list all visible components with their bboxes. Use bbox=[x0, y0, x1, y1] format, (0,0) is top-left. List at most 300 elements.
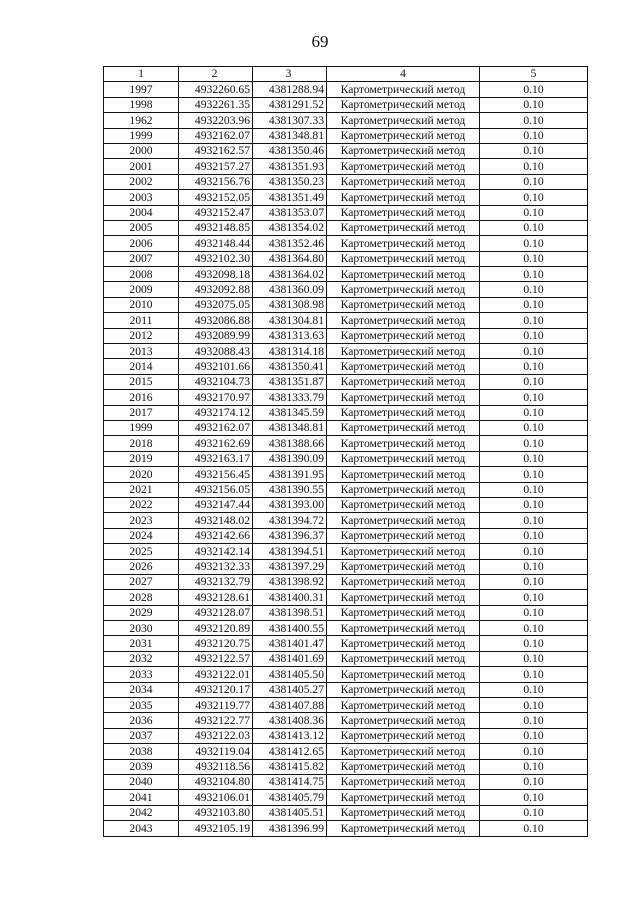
y-coordinate-cell: 4381364.02 bbox=[253, 267, 327, 282]
page-number: 69 bbox=[311, 32, 329, 51]
x-coordinate-cell: 4932163.17 bbox=[179, 451, 253, 466]
point-number-cell: 2030 bbox=[104, 621, 179, 636]
y-coordinate-cell: 4381397.29 bbox=[253, 559, 327, 574]
x-coordinate-cell: 4932148.02 bbox=[179, 513, 253, 528]
y-coordinate-cell: 4381391.95 bbox=[253, 467, 327, 482]
point-number-cell: 2020 bbox=[104, 467, 179, 482]
y-coordinate-cell: 4381400.31 bbox=[253, 590, 327, 605]
table-row bbox=[104, 821, 588, 836]
accuracy-cell: 0.10 bbox=[480, 143, 588, 158]
accuracy-cell: 0.10 bbox=[480, 344, 588, 359]
y-coordinate-cell: 4381415.82 bbox=[253, 759, 327, 774]
point-number-cell: 1998 bbox=[104, 97, 179, 112]
table-row bbox=[104, 651, 588, 666]
point-number-cell: 2006 bbox=[104, 236, 179, 251]
table-row bbox=[104, 313, 588, 328]
method-cell: Картометрический метод bbox=[327, 713, 480, 728]
accuracy-cell: 0.10 bbox=[480, 774, 588, 789]
table-row bbox=[104, 82, 588, 97]
y-coordinate-cell: 4381390.09 bbox=[253, 451, 327, 466]
y-coordinate-cell: 4381405.51 bbox=[253, 805, 327, 820]
y-coordinate-cell: 4381393.00 bbox=[253, 497, 327, 512]
accuracy-cell: 0.10 bbox=[480, 82, 588, 97]
accuracy-cell: 0.10 bbox=[480, 313, 588, 328]
y-coordinate-cell: 4381405.50 bbox=[253, 667, 327, 682]
method-cell: Картометрический метод bbox=[327, 651, 480, 666]
x-coordinate-cell: 4932142.14 bbox=[179, 544, 253, 559]
y-coordinate-cell: 4381352.46 bbox=[253, 236, 327, 251]
x-coordinate-cell: 4932156.76 bbox=[179, 174, 253, 189]
x-coordinate-cell: 4932132.79 bbox=[179, 574, 253, 589]
x-coordinate-cell: 4932128.07 bbox=[179, 605, 253, 620]
accuracy-cell: 0.10 bbox=[480, 651, 588, 666]
x-coordinate-cell: 4932157.27 bbox=[179, 159, 253, 174]
table-row bbox=[104, 344, 588, 359]
y-coordinate-cell: 4381351.87 bbox=[253, 374, 327, 389]
y-coordinate-cell: 4381396.37 bbox=[253, 528, 327, 543]
accuracy-cell: 0.10 bbox=[480, 713, 588, 728]
y-coordinate-cell: 4381288.94 bbox=[253, 82, 327, 97]
x-coordinate-cell: 4932103.80 bbox=[179, 805, 253, 820]
accuracy-cell: 0.10 bbox=[480, 744, 588, 759]
y-coordinate-cell: 4381304.81 bbox=[253, 313, 327, 328]
method-cell: Картометрический метод bbox=[327, 698, 480, 713]
method-cell: Картометрический метод bbox=[327, 528, 480, 543]
accuracy-cell: 0.10 bbox=[480, 251, 588, 266]
method-cell: Картометрический метод bbox=[327, 374, 480, 389]
accuracy-cell: 0.10 bbox=[480, 790, 588, 805]
y-coordinate-cell: 4381350.41 bbox=[253, 359, 327, 374]
method-cell: Картометрический метод bbox=[327, 759, 480, 774]
table-row bbox=[104, 220, 588, 235]
column-header-5: 5 bbox=[480, 67, 588, 82]
x-coordinate-cell: 4932147.44 bbox=[179, 497, 253, 512]
method-cell: Картометрический метод bbox=[327, 636, 480, 651]
y-coordinate-cell: 4381351.93 bbox=[253, 159, 327, 174]
method-cell: Картометрический метод bbox=[327, 113, 480, 128]
point-number-cell: 2007 bbox=[104, 251, 179, 266]
point-number-cell: 1962 bbox=[104, 113, 179, 128]
x-coordinate-cell: 4932156.05 bbox=[179, 482, 253, 497]
method-cell: Картометрический метод bbox=[327, 559, 480, 574]
point-number-cell: 2033 bbox=[104, 667, 179, 682]
method-cell: Картометрический метод bbox=[327, 728, 480, 743]
point-number-cell: 2018 bbox=[104, 436, 179, 451]
table-row bbox=[104, 744, 588, 759]
column-header-3: 3 bbox=[253, 67, 327, 82]
method-cell: Картометрический метод bbox=[327, 405, 480, 420]
method-cell: Картометрический метод bbox=[327, 297, 480, 312]
x-coordinate-cell: 4932152.05 bbox=[179, 190, 253, 205]
table-row bbox=[104, 328, 588, 343]
y-coordinate-cell: 4381314.18 bbox=[253, 344, 327, 359]
accuracy-cell: 0.10 bbox=[480, 190, 588, 205]
method-cell: Картометрический метод bbox=[327, 190, 480, 205]
accuracy-cell: 0.10 bbox=[480, 359, 588, 374]
table-row bbox=[104, 805, 588, 820]
point-number-cell: 2043 bbox=[104, 821, 179, 836]
accuracy-cell: 0.10 bbox=[480, 513, 588, 528]
table-row bbox=[104, 113, 588, 128]
x-coordinate-cell: 4932119.77 bbox=[179, 698, 253, 713]
method-cell: Картометрический метод bbox=[327, 682, 480, 697]
table-body bbox=[104, 82, 588, 836]
table-row bbox=[104, 528, 588, 543]
table-header bbox=[104, 67, 588, 82]
table-row bbox=[104, 467, 588, 482]
method-cell: Картометрический метод bbox=[327, 605, 480, 620]
y-coordinate-cell: 4381353.07 bbox=[253, 205, 327, 220]
x-coordinate-cell: 4932148.85 bbox=[179, 220, 253, 235]
y-coordinate-cell: 4381307.33 bbox=[253, 113, 327, 128]
accuracy-cell: 0.10 bbox=[480, 282, 588, 297]
method-cell: Картометрический метод bbox=[327, 821, 480, 836]
method-cell: Картометрический метод bbox=[327, 267, 480, 282]
x-coordinate-cell: 4932162.69 bbox=[179, 436, 253, 451]
method-cell: Картометрический метод bbox=[327, 159, 480, 174]
accuracy-cell: 0.10 bbox=[480, 297, 588, 312]
y-coordinate-cell: 4381401.47 bbox=[253, 636, 327, 651]
x-coordinate-cell: 4932122.77 bbox=[179, 713, 253, 728]
table-row bbox=[104, 482, 588, 497]
accuracy-cell: 0.10 bbox=[480, 728, 588, 743]
y-coordinate-cell: 4381407.88 bbox=[253, 698, 327, 713]
x-coordinate-cell: 4932122.01 bbox=[179, 667, 253, 682]
method-cell: Картометрический метод bbox=[327, 436, 480, 451]
table-row bbox=[104, 251, 588, 266]
point-number-cell: 2031 bbox=[104, 636, 179, 651]
table-row bbox=[104, 390, 588, 405]
x-coordinate-cell: 4932120.89 bbox=[179, 621, 253, 636]
point-number-cell: 2000 bbox=[104, 143, 179, 158]
x-coordinate-cell: 4932104.73 bbox=[179, 374, 253, 389]
method-cell: Картометрический метод bbox=[327, 128, 480, 143]
x-coordinate-cell: 4932102.30 bbox=[179, 251, 253, 266]
table-row bbox=[104, 297, 588, 312]
y-coordinate-cell: 4381388.66 bbox=[253, 436, 327, 451]
y-coordinate-cell: 4381348.81 bbox=[253, 128, 327, 143]
accuracy-cell: 0.10 bbox=[480, 667, 588, 682]
y-coordinate-cell: 4381348.81 bbox=[253, 420, 327, 435]
x-coordinate-cell: 4932088.43 bbox=[179, 344, 253, 359]
accuracy-cell: 0.10 bbox=[480, 467, 588, 482]
method-cell: Картометрический метод bbox=[327, 143, 480, 158]
table-row bbox=[104, 359, 588, 374]
x-coordinate-cell: 4932162.07 bbox=[179, 420, 253, 435]
y-coordinate-cell: 4381396.99 bbox=[253, 821, 327, 836]
method-cell: Картометрический метод bbox=[327, 236, 480, 251]
accuracy-cell: 0.10 bbox=[480, 821, 588, 836]
x-coordinate-cell: 4932105.19 bbox=[179, 821, 253, 836]
x-coordinate-cell: 4932156.45 bbox=[179, 467, 253, 482]
method-cell: Картометрический метод bbox=[327, 467, 480, 482]
point-number-cell: 1999 bbox=[104, 128, 179, 143]
y-coordinate-cell: 4381405.79 bbox=[253, 790, 327, 805]
table-row bbox=[104, 774, 588, 789]
y-coordinate-cell: 4381413.12 bbox=[253, 728, 327, 743]
x-coordinate-cell: 4932162.07 bbox=[179, 128, 253, 143]
accuracy-cell: 0.10 bbox=[480, 128, 588, 143]
table-row bbox=[104, 374, 588, 389]
point-number-cell: 2023 bbox=[104, 513, 179, 528]
y-coordinate-cell: 4381333.79 bbox=[253, 390, 327, 405]
x-coordinate-cell: 4932170.97 bbox=[179, 390, 253, 405]
column-header-1: 1 bbox=[104, 67, 179, 82]
point-number-cell: 2012 bbox=[104, 328, 179, 343]
table-row bbox=[104, 559, 588, 574]
point-number-cell: 2017 bbox=[104, 405, 179, 420]
table-row bbox=[104, 205, 588, 220]
method-cell: Картометрический метод bbox=[327, 251, 480, 266]
y-coordinate-cell: 4381398.92 bbox=[253, 574, 327, 589]
x-coordinate-cell: 4932098.18 bbox=[179, 267, 253, 282]
point-number-cell: 2039 bbox=[104, 759, 179, 774]
method-cell: Картометрический метод bbox=[327, 328, 480, 343]
point-number-cell: 2022 bbox=[104, 497, 179, 512]
method-cell: Картометрический метод bbox=[327, 805, 480, 820]
table-row bbox=[104, 128, 588, 143]
method-cell: Картометрический метод bbox=[327, 544, 480, 559]
accuracy-cell: 0.10 bbox=[480, 420, 588, 435]
accuracy-cell: 0.10 bbox=[480, 220, 588, 235]
point-number-cell: 2002 bbox=[104, 174, 179, 189]
x-coordinate-cell: 4932148.44 bbox=[179, 236, 253, 251]
point-number-cell: 2008 bbox=[104, 267, 179, 282]
column-header-2: 2 bbox=[179, 67, 253, 82]
method-cell: Картометрический метод bbox=[327, 451, 480, 466]
point-number-cell: 2028 bbox=[104, 590, 179, 605]
accuracy-cell: 0.10 bbox=[480, 528, 588, 543]
y-coordinate-cell: 4381405.27 bbox=[253, 682, 327, 697]
accuracy-cell: 0.10 bbox=[480, 97, 588, 112]
accuracy-cell: 0.10 bbox=[480, 544, 588, 559]
coordinates-table bbox=[103, 66, 588, 837]
method-cell: Картометрический метод bbox=[327, 590, 480, 605]
table-row bbox=[104, 574, 588, 589]
point-number-cell: 2010 bbox=[104, 297, 179, 312]
accuracy-cell: 0.10 bbox=[480, 205, 588, 220]
method-cell: Картометрический метод bbox=[327, 390, 480, 405]
x-coordinate-cell: 4932089.99 bbox=[179, 328, 253, 343]
method-cell: Картометрический метод bbox=[327, 621, 480, 636]
point-number-cell: 2037 bbox=[104, 728, 179, 743]
y-coordinate-cell: 4381390.55 bbox=[253, 482, 327, 497]
accuracy-cell: 0.10 bbox=[480, 759, 588, 774]
point-number-cell: 2004 bbox=[104, 205, 179, 220]
point-number-cell: 2024 bbox=[104, 528, 179, 543]
accuracy-cell: 0.10 bbox=[480, 436, 588, 451]
method-cell: Картометрический метод bbox=[327, 574, 480, 589]
table-row bbox=[104, 267, 588, 282]
y-coordinate-cell: 4381354.02 bbox=[253, 220, 327, 235]
accuracy-cell: 0.10 bbox=[480, 559, 588, 574]
table-row bbox=[104, 759, 588, 774]
point-number-cell: 2042 bbox=[104, 805, 179, 820]
accuracy-cell: 0.10 bbox=[480, 405, 588, 420]
method-cell: Картометрический метод bbox=[327, 513, 480, 528]
point-number-cell: 1997 bbox=[104, 82, 179, 97]
accuracy-cell: 0.10 bbox=[480, 698, 588, 713]
table-row bbox=[104, 698, 588, 713]
y-coordinate-cell: 4381364.80 bbox=[253, 251, 327, 266]
method-cell: Картометрический метод bbox=[327, 482, 480, 497]
table-row bbox=[104, 159, 588, 174]
table-row bbox=[104, 544, 588, 559]
x-coordinate-cell: 4932104.80 bbox=[179, 774, 253, 789]
method-cell: Картометрический метод bbox=[327, 97, 480, 112]
table-row bbox=[104, 605, 588, 620]
accuracy-cell: 0.10 bbox=[480, 636, 588, 651]
y-coordinate-cell: 4381345.59 bbox=[253, 405, 327, 420]
method-cell: Картометрический метод bbox=[327, 420, 480, 435]
method-cell: Картометрический метод bbox=[327, 82, 480, 97]
accuracy-cell: 0.10 bbox=[480, 390, 588, 405]
point-number-cell: 2016 bbox=[104, 390, 179, 405]
accuracy-cell: 0.10 bbox=[480, 682, 588, 697]
point-number-cell: 2025 bbox=[104, 544, 179, 559]
point-number-cell: 2026 bbox=[104, 559, 179, 574]
method-cell: Картометрический метод bbox=[327, 497, 480, 512]
point-number-cell: 2027 bbox=[104, 574, 179, 589]
x-coordinate-cell: 4932152.47 bbox=[179, 205, 253, 220]
x-coordinate-cell: 4932128.61 bbox=[179, 590, 253, 605]
point-number-cell: 2011 bbox=[104, 313, 179, 328]
method-cell: Картометрический метод bbox=[327, 790, 480, 805]
method-cell: Картометрический метод bbox=[327, 744, 480, 759]
point-number-cell: 2021 bbox=[104, 482, 179, 497]
y-coordinate-cell: 4381400.55 bbox=[253, 621, 327, 636]
table-row bbox=[104, 621, 588, 636]
method-cell: Картометрический метод bbox=[327, 667, 480, 682]
column-header-4: 4 bbox=[327, 67, 480, 82]
y-coordinate-cell: 4381350.46 bbox=[253, 143, 327, 158]
method-cell: Картометрический метод bbox=[327, 205, 480, 220]
x-coordinate-cell: 4932101.66 bbox=[179, 359, 253, 374]
accuracy-cell: 0.10 bbox=[480, 590, 588, 605]
x-coordinate-cell: 4932122.57 bbox=[179, 651, 253, 666]
x-coordinate-cell: 4932174.12 bbox=[179, 405, 253, 420]
table-row bbox=[104, 682, 588, 697]
table-row bbox=[104, 236, 588, 251]
accuracy-cell: 0.10 bbox=[480, 497, 588, 512]
y-coordinate-cell: 4381401.69 bbox=[253, 651, 327, 666]
table-row bbox=[104, 420, 588, 435]
method-cell: Картометрический метод bbox=[327, 174, 480, 189]
y-coordinate-cell: 4381351.49 bbox=[253, 190, 327, 205]
point-number-cell: 2036 bbox=[104, 713, 179, 728]
y-coordinate-cell: 4381394.51 bbox=[253, 544, 327, 559]
x-coordinate-cell: 4932261.35 bbox=[179, 97, 253, 112]
y-coordinate-cell: 4381350.23 bbox=[253, 174, 327, 189]
accuracy-cell: 0.10 bbox=[480, 328, 588, 343]
point-number-cell: 2001 bbox=[104, 159, 179, 174]
x-coordinate-cell: 4932203.96 bbox=[179, 113, 253, 128]
accuracy-cell: 0.10 bbox=[480, 267, 588, 282]
table-row bbox=[104, 143, 588, 158]
y-coordinate-cell: 4381308.98 bbox=[253, 297, 327, 312]
point-number-cell: 2038 bbox=[104, 744, 179, 759]
accuracy-cell: 0.10 bbox=[480, 174, 588, 189]
point-number-cell: 2003 bbox=[104, 190, 179, 205]
y-coordinate-cell: 4381398.51 bbox=[253, 605, 327, 620]
table-row bbox=[104, 405, 588, 420]
x-coordinate-cell: 4932118.56 bbox=[179, 759, 253, 774]
method-cell: Картометрический метод bbox=[327, 359, 480, 374]
point-number-cell: 2034 bbox=[104, 682, 179, 697]
x-coordinate-cell: 4932075.05 bbox=[179, 297, 253, 312]
y-coordinate-cell: 4381360.09 bbox=[253, 282, 327, 297]
y-coordinate-cell: 4381291.52 bbox=[253, 97, 327, 112]
x-coordinate-cell: 4932142.66 bbox=[179, 528, 253, 543]
table-row bbox=[104, 728, 588, 743]
accuracy-cell: 0.10 bbox=[480, 605, 588, 620]
method-cell: Картометрический метод bbox=[327, 774, 480, 789]
accuracy-cell: 0.10 bbox=[480, 621, 588, 636]
accuracy-cell: 0.10 bbox=[480, 574, 588, 589]
method-cell: Картометрический метод bbox=[327, 282, 480, 297]
accuracy-cell: 0.10 bbox=[480, 805, 588, 820]
accuracy-cell: 0.10 bbox=[480, 113, 588, 128]
y-coordinate-cell: 4381408.36 bbox=[253, 713, 327, 728]
y-coordinate-cell: 4381394.72 bbox=[253, 513, 327, 528]
table-row bbox=[104, 282, 588, 297]
table-row bbox=[104, 636, 588, 651]
table-row bbox=[104, 174, 588, 189]
x-coordinate-cell: 4932119.04 bbox=[179, 744, 253, 759]
point-number-cell: 2009 bbox=[104, 282, 179, 297]
x-coordinate-cell: 4932132.33 bbox=[179, 559, 253, 574]
x-coordinate-cell: 4932120.17 bbox=[179, 682, 253, 697]
accuracy-cell: 0.10 bbox=[480, 236, 588, 251]
table-row bbox=[104, 436, 588, 451]
table-row bbox=[104, 451, 588, 466]
x-coordinate-cell: 4932086.88 bbox=[179, 313, 253, 328]
x-coordinate-cell: 4932162.57 bbox=[179, 143, 253, 158]
point-number-cell: 2035 bbox=[104, 698, 179, 713]
table-row bbox=[104, 713, 588, 728]
method-cell: Картометрический метод bbox=[327, 344, 480, 359]
table-row bbox=[104, 513, 588, 528]
point-number-cell: 2013 bbox=[104, 344, 179, 359]
table-row bbox=[104, 790, 588, 805]
table-row bbox=[104, 667, 588, 682]
method-cell: Картометрический метод bbox=[327, 313, 480, 328]
accuracy-cell: 0.10 bbox=[480, 482, 588, 497]
x-coordinate-cell: 4932122.03 bbox=[179, 728, 253, 743]
point-number-cell: 2015 bbox=[104, 374, 179, 389]
point-number-cell: 1999 bbox=[104, 420, 179, 435]
table-row bbox=[104, 97, 588, 112]
table-row bbox=[104, 497, 588, 512]
point-number-cell: 2019 bbox=[104, 451, 179, 466]
x-coordinate-cell: 4932092.88 bbox=[179, 282, 253, 297]
point-number-cell: 2032 bbox=[104, 651, 179, 666]
x-coordinate-cell: 4932120.75 bbox=[179, 636, 253, 651]
y-coordinate-cell: 4381313.63 bbox=[253, 328, 327, 343]
method-cell: Картометрический метод bbox=[327, 220, 480, 235]
x-coordinate-cell: 4932260.65 bbox=[179, 82, 253, 97]
point-number-cell: 2029 bbox=[104, 605, 179, 620]
x-coordinate-cell: 4932106.01 bbox=[179, 790, 253, 805]
accuracy-cell: 0.10 bbox=[480, 374, 588, 389]
y-coordinate-cell: 4381412.65 bbox=[253, 744, 327, 759]
point-number-cell: 2041 bbox=[104, 790, 179, 805]
table-row bbox=[104, 190, 588, 205]
accuracy-cell: 0.10 bbox=[480, 451, 588, 466]
y-coordinate-cell: 4381414.75 bbox=[253, 774, 327, 789]
point-number-cell: 2040 bbox=[104, 774, 179, 789]
table-row bbox=[104, 590, 588, 605]
